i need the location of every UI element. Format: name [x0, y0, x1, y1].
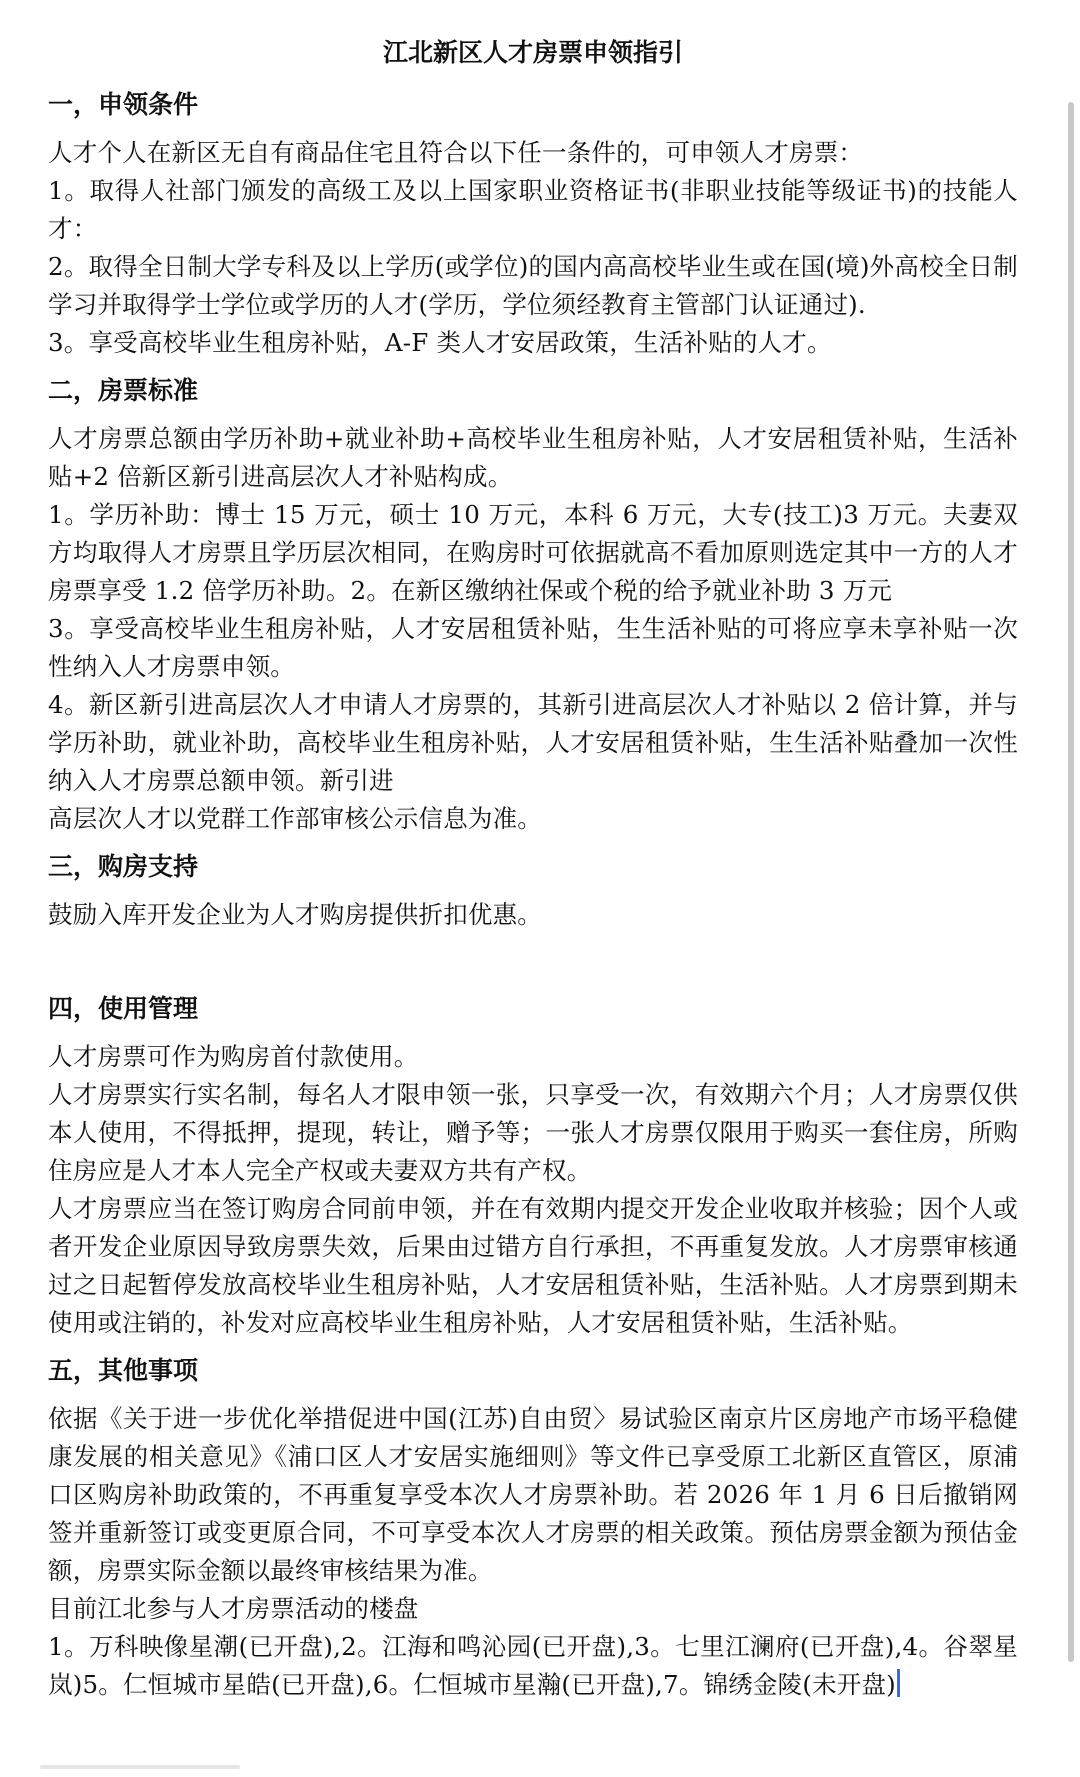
paragraph: 高层次人才以党群工作部审核公示信息为准。: [48, 804, 542, 833]
section-application-conditions: [48, 88, 1018, 362]
section-heading: 二，房票标准: [48, 376, 199, 405]
section-heading: 四，使用管理: [48, 994, 199, 1023]
paragraph: 3。享受高校毕业生租房补贴，人才安居租赁补贴，生生活补贴的可将应享未享补贴一次性纳入人才房票申领。: [48, 614, 1018, 681]
paragraph: 人才房票实行实名制，每名人才限申领一张，只享受一次，有效期六个月；人才房票仅供本人使用，不得抵押，提现，转让，赠予等；一张人才房票仅限用于购买一套住房，所购住房应是人才本人完全产权或夫妻双方共有产权。: [48, 1080, 1018, 1185]
paragraph: [48, 1628, 1018, 1704]
section-heading: 一，申领条件: [48, 90, 199, 119]
paragraph: 人才房票应当在签订购房合同前申领，并在有效期内提交开发企业收取并核验；因个人或者开发企业原因导致房票失效，后果由过错方自行承担，不再重复发放。人才房票审核通过之日起暂停发放高校毕业生租房补贴，人才安居租赁补贴，生活补贴。人才房票到期未使用或注销的，补发对应高校毕业生租房补贴，人才安居租赁补贴，生活补贴。: [48, 1194, 1018, 1337]
paragraph: 4。新区新引进高层次人才申请人才房票的，其新引进高层次人才补贴以 2 倍计算，并与学历补助，就业补助，高校毕业生租房补贴，人才安居租赁补贴，生生活补贴叠加一次性纳入人才房票总额申领。新引进: [48, 690, 1018, 795]
section-heading: 三，购房支持: [48, 852, 199, 881]
section-purchase-support: [48, 850, 1018, 934]
project-list-text: 1。万科映像星潮(已开盘),2。江海和鸣沁园(已开盘),3。七里江澜府(已开盘),4。谷翠星岚)5。仁恒城市星皓(已开盘),6。仁恒城市星瀚(已开盘),7。锦绣金陵(未开盘): [48, 1632, 1018, 1699]
paragraph: 2。取得全日制大学专科及以上学历(或学位)的国内高高校毕业生或在国(境)外高校全日制学习并取得学士学位或学历的人才(学历，学位须经教育主管部门认证通过).: [48, 252, 1018, 319]
section-ticket-standards: [48, 374, 1018, 838]
section-usage-management: [48, 992, 1018, 1342]
paragraph: 1。取得人社部门颁发的高级工及以上国家职业资格证书(非职业技能等级证书)的技能人才：: [48, 176, 1018, 243]
paragraph: 人才个人在新区无自有商品住宅且符合以下任一条件的，可申领人才房票：: [48, 138, 864, 167]
paragraph: 鼓励入库开发企业为人才购房提供折扣优惠。: [48, 900, 542, 929]
bottom-edge-bar: [40, 1765, 240, 1769]
paragraph: 目前江北参与人才房票活动的楼盘: [48, 1594, 419, 1623]
scrollbar-thumb[interactable]: [1068, 102, 1074, 1662]
section-heading: 五，其他事项: [48, 1356, 199, 1385]
section-other-matters: [48, 1354, 1018, 1704]
paragraph: 3。享受高校毕业生租房补贴，A-F 类人才安居政策，生活补贴的人才。: [48, 328, 832, 357]
text-cursor: [897, 1669, 900, 1697]
paragraph: 依据《关于进一步优化举措促进中国(江苏)自由贸〉易试验区南京片区房地产市场平稳健康发展的相关意见》《浦口区人才安居实施细则》等文件已享受原工北新区直管区，原浦口区购房补助政策的，不再重复享受本次人才房票补助。若 2026 年 1 月 6 日后撤销网签并重新签订或变更原合同，不可享受本次人才房票的相关政策。预估房票金额为预估金额，房票实际金额以最终审核结果为准。: [48, 1404, 1018, 1585]
paragraph: 1。学历补助：博士 15 万元，硕士 10 万元，本科 6 万元，大专(技工)3 万元。夫妻双方均取得人才房票且学历层次相同，在购房时可依据就高不看加原则选定其中一方的人才房票享受 1.2 倍学历补助。2。在新区缴纳社保或个税的给予就业补助 3 万元: [48, 500, 1018, 605]
document-title: 江北新区人才房票申领指引: [382, 38, 683, 67]
paragraph: 人才房票可作为购房首付款使用。: [48, 1042, 419, 1071]
scrollbar-track[interactable]: [1062, 0, 1080, 1777]
paragraph: 人才房票总额由学历补助+就业补助+高校毕业生租房补贴，人才安居租赁补贴，生活补贴+2 倍新区新引进高层次人才补贴构成。: [48, 424, 1018, 491]
